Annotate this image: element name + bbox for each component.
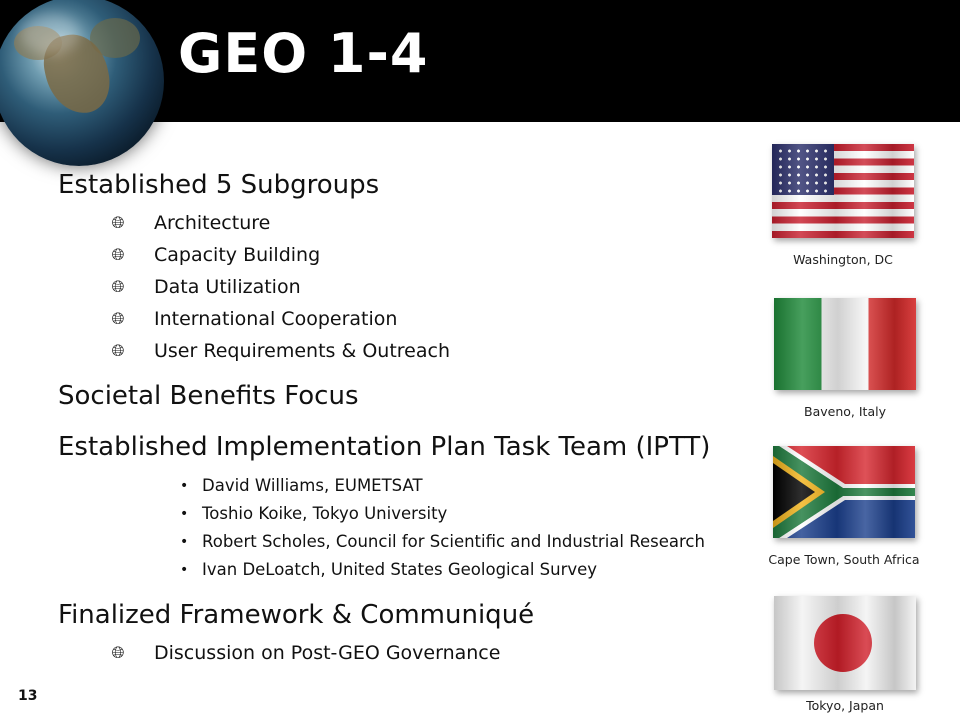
italy-flag-icon [774,298,916,390]
globe-icon [0,0,164,166]
list-item: 🌐︎ User Requirements & Outreach [58,335,758,367]
bullet-dot-icon: • [180,505,189,522]
bullet-dot-icon: • [180,477,189,494]
globe-bullet-icon: 🌐︎ [111,642,125,662]
flag-caption: Baveno, Italy [804,404,886,419]
japan-flag-icon [774,596,916,690]
list-item: • Toshio Koike, Tokyo University [58,500,758,528]
slide-title: GEO 1-4 [178,22,429,85]
section-heading-subgroups: Established 5 Subgroups [58,170,380,200]
section-heading-framework: Finalized Framework & Communiqué [58,599,535,630]
list-item: 🌐︎ International Cooperation [58,303,758,335]
globe-bullet-icon: 🌐︎ [111,309,125,329]
list-item: 🌐︎ Discussion on Post-GEO Governance [58,637,758,669]
iptt-member-list [58,472,758,584]
list-item: • Ivan DeLoatch, United States Geological Survey [58,556,758,584]
flag-caption: Tokyo, Japan [806,698,884,713]
globe-bullet-icon: 🌐︎ [111,213,125,233]
bullet-dot-icon: • [180,533,189,550]
list-item: 🌐︎ Capacity Building [58,239,758,271]
flag-card-italy [774,298,916,419]
section-heading-societal-benefits: Societal Benefits Focus [58,381,359,412]
list-item: 🌐︎ Architecture [58,207,758,239]
section-heading-iptt: Established Implementation Plan Task Team (IPTT) [58,432,711,463]
flag-card-japan [774,596,916,713]
globe-bullet-icon: 🌐︎ [111,277,125,297]
flag-caption: Washington, DC [793,252,893,267]
page-number: 13 [18,688,38,704]
list-item: 🌐︎ Data Utilization [58,271,758,303]
slide-content [58,170,758,683]
list-item: • David Williams, EUMETSAT [58,472,758,500]
framework-list [58,637,758,669]
flag-caption: Cape Town, South Africa [768,552,920,567]
flag-card-usa [772,144,914,267]
subgroup-list [58,207,758,367]
flag-card-south-africa [762,446,926,567]
usa-flag-icon [772,144,914,238]
list-item: • Robert Scholes, Council for Scientific and Industrial Research [58,528,758,556]
south-africa-flag-icon [773,446,915,538]
globe-bullet-icon: 🌐︎ [111,341,125,361]
bullet-dot-icon: • [180,561,189,578]
globe-bullet-icon: 🌐︎ [111,245,125,265]
